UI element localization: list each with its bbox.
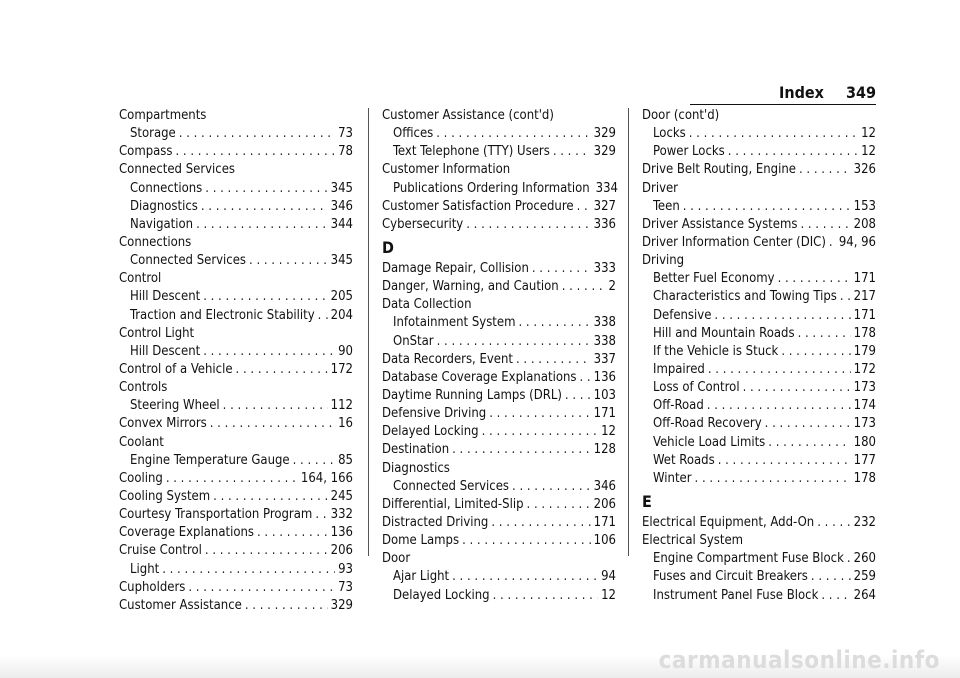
index-term: Off-Road Recovery: [653, 416, 762, 432]
index-subentry: [642, 143, 876, 161]
index-page-ref: 179: [853, 343, 876, 359]
dot-leader: [223, 397, 328, 415]
index-term: Door (cont'd): [642, 108, 720, 123]
dot-leader: [553, 143, 591, 161]
index-entry: [642, 216, 876, 234]
dot-leader: [800, 216, 850, 234]
index-term: Cooling: [119, 470, 163, 486]
index-subentry: [119, 288, 353, 306]
index-entry: [119, 379, 353, 397]
dot-leader: [437, 333, 591, 351]
dot-leader: [728, 143, 858, 161]
index-page-ref: 178: [853, 325, 876, 341]
index-page-ref: 259: [853, 569, 876, 585]
dot-leader: [466, 216, 590, 234]
index-subentry: [382, 180, 616, 198]
index-term: Connections: [130, 180, 203, 196]
index-term: Publications Ordering Information: [393, 180, 590, 196]
index-entry: [119, 434, 353, 452]
dot-leader: [205, 180, 327, 198]
index-entry: [382, 496, 616, 514]
index-subentry: [642, 550, 876, 568]
index-entry: [382, 532, 616, 550]
index-subentry: [119, 216, 353, 234]
index-term: Damage Repair, Collision: [382, 260, 529, 276]
index-entry: [119, 361, 353, 379]
index-term: Vehicle Load Limits: [653, 434, 766, 450]
index-page-ref: 90: [338, 343, 353, 359]
index-term: Loss of Control: [653, 380, 740, 396]
dot-leader: [532, 260, 591, 278]
index-entry: [382, 107, 616, 125]
index-entry: [382, 550, 616, 568]
index-subentry: [119, 125, 353, 143]
index-page-ref: 346: [593, 478, 616, 494]
index-subentry: [642, 198, 876, 216]
index-subentry: [382, 314, 616, 332]
index-page-ref: 264: [853, 587, 876, 603]
dot-leader: [179, 125, 335, 143]
index-page-ref: 345: [330, 180, 353, 196]
index-subentry: [642, 343, 876, 361]
index-term: Destination: [382, 442, 450, 458]
index-term: Power Locks: [653, 144, 725, 160]
index-term: Characteristics and Towing Tips: [653, 289, 837, 305]
index-entry: [119, 143, 353, 161]
dot-leader: [436, 125, 590, 143]
index-page-ref: 106: [593, 533, 616, 549]
dot-leader: [778, 270, 851, 288]
dot-leader: [315, 506, 327, 524]
dot-leader: [452, 568, 598, 586]
index-term: Hill and Mountain Roads: [653, 325, 795, 341]
index-page-ref: 93: [338, 561, 353, 577]
index-term: Delayed Locking: [393, 587, 490, 603]
index-page-ref: 208: [853, 216, 876, 232]
dot-leader: [489, 405, 590, 423]
index-term: Control: [119, 271, 162, 287]
dot-leader: [765, 415, 851, 433]
index-term: Storage: [130, 126, 176, 142]
index-column-3: [642, 107, 876, 605]
dot-leader: [821, 587, 850, 605]
index-page-ref: 205: [330, 289, 353, 305]
index-term: If the Vehicle is Stuck: [653, 343, 779, 359]
index-page-ref: 174: [853, 398, 876, 414]
index-term: Connected Services: [119, 162, 236, 178]
index-term: Defensive: [653, 307, 712, 323]
index-term: Customer Assistance (cont'd): [382, 108, 554, 123]
index-subentry: [642, 434, 876, 452]
index-term: Differential, Limited-Slip: [382, 496, 524, 512]
index-term: Winter: [653, 470, 692, 486]
index-entry: [642, 107, 876, 125]
header-rule: [690, 104, 876, 105]
index-page-ref: 346: [330, 198, 353, 214]
index-term: Driver: [642, 180, 678, 196]
index-term: Teen: [653, 198, 680, 214]
index-term: Cruise Control: [119, 543, 202, 559]
dot-leader: [257, 524, 328, 542]
watermark: carmanualsonline.info: [658, 646, 940, 674]
index-page-ref: 204: [330, 307, 353, 323]
index-term: Coverage Explanations: [119, 525, 254, 541]
dot-leader: [817, 514, 850, 532]
index-page-ref: 334: [595, 180, 618, 196]
index-page-ref: 329: [593, 126, 616, 142]
index-page-ref: 232: [853, 514, 876, 530]
index-page-ref: 177: [853, 452, 876, 468]
index-term: Compartments: [119, 108, 207, 123]
index-entry: [119, 579, 353, 597]
index-page-ref: 112: [330, 398, 353, 414]
index-term: Navigation: [130, 216, 194, 232]
index-entry: [382, 405, 616, 423]
dot-leader: [516, 351, 591, 369]
index-term: Coolant: [119, 434, 164, 450]
dot-leader: [847, 550, 851, 568]
index-subentry: [382, 478, 616, 496]
index-term: Compass: [119, 144, 173, 160]
index-page-ref: 338: [593, 315, 616, 331]
index-term: Defensive Driving: [382, 406, 487, 422]
dot-leader: [210, 415, 335, 433]
index-page-ref: 332: [330, 507, 353, 523]
index-entry: [119, 325, 353, 343]
index-term: Delayed Locking: [382, 424, 479, 440]
index-entry: [382, 296, 616, 314]
index-entry: [382, 387, 616, 405]
index-entry: [119, 597, 353, 615]
index-page-ref: 128: [593, 442, 616, 458]
dot-leader: [580, 369, 591, 387]
index-term: Diagnostics: [382, 460, 450, 476]
index-term: Engine Compartment Fuse Block: [653, 551, 844, 567]
dot-leader: [166, 470, 298, 488]
dot-leader: [518, 314, 590, 332]
index-term: Fuses and Circuit Breakers: [653, 569, 808, 585]
dot-leader: [781, 343, 850, 361]
index-term: Drive Belt Routing, Engine: [642, 162, 796, 178]
dot-leader: [176, 143, 336, 161]
index-entry: [382, 198, 616, 216]
index-term: Diagnostics: [130, 198, 198, 214]
index-term: Customer Information: [382, 162, 511, 178]
index-term: Light: [130, 561, 160, 577]
index-subentry: [382, 587, 616, 605]
index-term: Traction and Electronic Stability: [130, 307, 315, 323]
index-subentry: [119, 343, 353, 361]
index-page-ref: 326: [853, 162, 876, 178]
index-entry: [382, 460, 616, 478]
index-entry: [642, 252, 876, 270]
index-letter-heading: D: [382, 237, 394, 257]
dot-leader: [689, 125, 858, 143]
index-term: Ajar Light: [393, 569, 450, 585]
index-page-ref: 172: [853, 361, 876, 377]
index-page-ref: 329: [330, 597, 353, 613]
index-entry: [642, 532, 876, 550]
index-subentry: [119, 180, 353, 198]
index-page-ref: 171: [593, 514, 616, 530]
index-page-ref: 136: [593, 369, 616, 385]
index-letter-heading: E: [642, 491, 652, 511]
dot-leader: [493, 587, 598, 605]
index-subentry: [382, 125, 616, 143]
index-subentry: [642, 452, 876, 470]
index-entry: [642, 514, 876, 532]
index-term: Data Recorders, Event: [382, 351, 513, 367]
index-term: Convex Mirrors: [119, 416, 207, 432]
index-entry: [642, 234, 876, 252]
index-page-ref: 329: [593, 144, 616, 160]
index-subentry: [642, 325, 876, 343]
dot-leader: [714, 307, 850, 325]
index-subentry: [642, 568, 876, 586]
index-page-ref: 180: [853, 434, 876, 450]
dot-leader: [799, 161, 851, 179]
index-term: Driving: [642, 253, 685, 269]
dot-leader: [203, 288, 327, 306]
index-term: OnStar: [393, 333, 434, 349]
index-page-ref: 336: [593, 216, 616, 232]
index-term: Impaired: [653, 361, 705, 377]
dot-leader: [188, 579, 335, 597]
dot-leader: [462, 532, 591, 550]
index-subentry: [642, 379, 876, 397]
index-page-ref: 12: [861, 144, 876, 160]
index-page-ref: 338: [593, 333, 616, 349]
index-term: Offices: [393, 126, 434, 142]
dot-leader: [829, 234, 836, 252]
dot-leader: [205, 542, 328, 560]
index-page-ref: 171: [593, 406, 616, 422]
index-page-ref: 327: [593, 198, 616, 214]
dot-leader: [452, 441, 591, 459]
index-term: Daytime Running Lamps (DRL): [382, 387, 562, 403]
index-entry: [119, 234, 353, 252]
index-page-ref: 178: [853, 470, 876, 486]
dot-leader: [798, 325, 851, 343]
index-term: Distracted Driving: [382, 514, 489, 530]
index-entry: [382, 369, 616, 387]
index-term: Control Light: [119, 325, 195, 341]
index-subentry: [119, 561, 353, 579]
index-term: Customer Satisfaction Procedure: [382, 198, 574, 214]
index-page-ref: 12: [861, 126, 876, 142]
dot-leader: [491, 514, 590, 532]
index-term: Danger, Warning, and Caution: [382, 279, 559, 295]
index-subentry: [119, 452, 353, 470]
index-entry: [382, 260, 616, 278]
index-subentry: [382, 333, 616, 351]
dot-leader: [527, 496, 591, 514]
index-page-ref: 344: [330, 216, 353, 232]
dot-leader: [565, 387, 591, 405]
index-entry: [119, 161, 353, 179]
index-page-ref: 2: [608, 279, 616, 295]
index-subentry: [642, 470, 876, 488]
index-term: Courtesy Transportation Program: [119, 507, 313, 523]
index-term: Text Telephone (TTY) Users: [393, 144, 550, 160]
index-entry: [642, 180, 876, 198]
dot-leader: [708, 361, 851, 379]
index-term: Cybersecurity: [382, 216, 464, 232]
index-term: Steering Wheel: [130, 398, 220, 414]
dot-leader: [718, 452, 851, 470]
index-page-ref: 345: [330, 253, 353, 269]
index-term: Data Collection: [382, 297, 472, 313]
index-page-ref: 85: [338, 452, 353, 468]
index-page-ref: 260: [853, 551, 876, 567]
index-subentry: [382, 143, 616, 161]
dot-leader: [695, 470, 851, 488]
page-header: [690, 83, 876, 103]
index-page-ref: 73: [338, 579, 353, 595]
index-term: Electrical System: [642, 533, 744, 549]
index-subentry: [119, 307, 353, 325]
index-page-ref: 153: [853, 198, 876, 214]
dot-leader: [213, 488, 328, 506]
index-term: Customer Assistance: [119, 597, 242, 613]
index-subentry: [642, 307, 876, 325]
index-column-2: [382, 107, 616, 605]
dot-leader: [562, 278, 606, 296]
index-page-ref: 164, 166: [300, 470, 353, 486]
index-subentry: [642, 587, 876, 605]
index-term: Controls: [119, 380, 168, 396]
column-divider: [628, 108, 629, 556]
index-term: Connected Services: [130, 253, 247, 269]
index-term: Driver Information Center (DIC): [642, 234, 826, 250]
index-entry: [382, 161, 616, 179]
index-term: Better Fuel Economy: [653, 271, 775, 287]
index-entry: [119, 270, 353, 288]
index-term: Connected Services: [393, 478, 510, 494]
index-page-ref: 94: [601, 569, 616, 585]
index-term: Off-Road: [653, 398, 704, 414]
index-subentry: [119, 397, 353, 415]
index-entry: [119, 488, 353, 506]
index-entry: [382, 423, 616, 441]
index-page-ref: 16: [338, 416, 353, 432]
index-entry: [119, 524, 353, 542]
index-term: Hill Descent: [130, 289, 201, 305]
index-term: Cooling System: [119, 488, 211, 504]
dot-leader: [743, 379, 851, 397]
dot-leader: [811, 568, 851, 586]
index-page-ref: 12: [601, 587, 616, 603]
index-term: Database Coverage Explanations: [382, 369, 577, 385]
index-column-1: [119, 107, 353, 615]
index-subentry: [642, 288, 876, 306]
index-subentry: [642, 125, 876, 143]
index-page-ref: 94, 96: [838, 234, 876, 250]
index-term: Engine Temperature Gauge: [130, 452, 290, 468]
index-entry: [382, 278, 616, 296]
dot-leader: [482, 423, 598, 441]
index-subentry: [642, 415, 876, 433]
dot-leader: [293, 452, 335, 470]
index-page-ref: 217: [853, 289, 876, 305]
index-term: Driver Assistance Systems: [642, 216, 798, 232]
dot-leader: [201, 198, 328, 216]
index-entry: [119, 470, 353, 488]
index-entry: [119, 415, 353, 433]
index-subentry: [119, 198, 353, 216]
index-term: Electrical Equipment, Add-On: [642, 514, 815, 530]
index-page-ref: 173: [853, 380, 876, 396]
index-term: Cupholders: [119, 579, 186, 595]
index-term: Hill Descent: [130, 343, 201, 359]
dot-leader: [768, 434, 850, 452]
index-page-ref: 172: [330, 361, 353, 377]
index-entry: [382, 216, 616, 234]
dot-leader: [318, 307, 328, 325]
index-entry: [382, 514, 616, 532]
index-entry: [119, 107, 353, 125]
page-number: 349: [845, 83, 876, 102]
index-subentry: [642, 270, 876, 288]
index-entry: [119, 506, 353, 524]
index-term: Door: [382, 551, 411, 567]
dot-leader: [512, 478, 591, 496]
index-page-ref: 206: [593, 496, 616, 512]
index-page-ref: 206: [330, 543, 353, 559]
index-subentry: [642, 397, 876, 415]
column-divider: [368, 108, 369, 556]
index-page-ref: 337: [593, 351, 616, 367]
index-page-ref: 333: [593, 260, 616, 276]
index-page-ref: 73: [338, 126, 353, 142]
index-page-ref: 245: [330, 488, 353, 504]
index-term: Locks: [653, 126, 686, 142]
index-subentry: [119, 252, 353, 270]
dot-leader: [577, 198, 591, 216]
index-entry: [382, 441, 616, 459]
index-page-ref: 103: [593, 387, 616, 403]
index-term: Infotainment System: [393, 315, 516, 331]
dot-leader: [196, 216, 328, 234]
index-term: Dome Lamps: [382, 533, 460, 549]
index-term: Connections: [119, 234, 192, 250]
index-term: Wet Roads: [653, 452, 715, 468]
dot-leader: [249, 252, 328, 270]
dot-leader: [236, 361, 328, 379]
dot-leader: [707, 397, 851, 415]
index-page-ref: 78: [338, 144, 353, 160]
index-term: Control of a Vehicle: [119, 361, 233, 377]
index-entry: [119, 542, 353, 560]
index-subentry: [642, 361, 876, 379]
index-page-ref: 171: [853, 271, 876, 287]
dot-leader: [245, 597, 328, 615]
index-page-ref: 136: [330, 525, 353, 541]
section-title: Index: [779, 83, 824, 102]
dot-leader: [683, 198, 851, 216]
index-page-ref: 171: [853, 307, 876, 323]
index-term: Instrument Panel Fuse Block: [653, 587, 819, 603]
dot-leader: [203, 343, 335, 361]
index-entry: [642, 161, 876, 179]
index-page-ref: 173: [853, 416, 876, 432]
index-subentry: [382, 568, 616, 586]
index-entry: [382, 351, 616, 369]
dot-leader: [840, 288, 851, 306]
dot-leader: [162, 561, 335, 579]
index-page-ref: 12: [601, 424, 616, 440]
